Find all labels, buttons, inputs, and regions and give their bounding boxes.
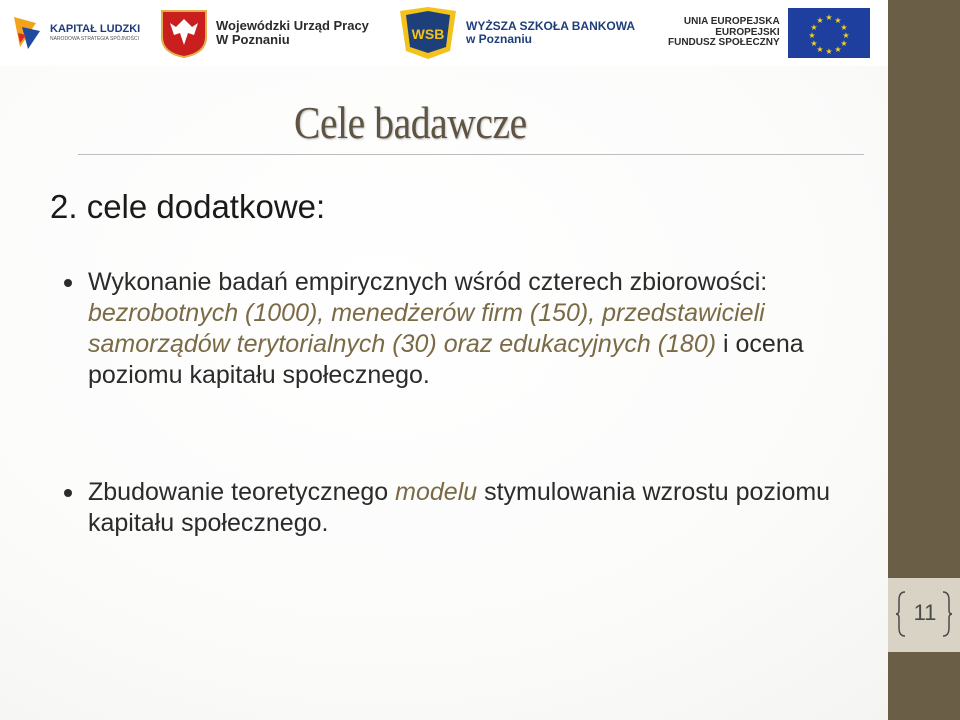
bullet-2-highlight: modelu	[395, 478, 478, 506]
eu-flag-icon	[788, 8, 870, 58]
svg-text:★: ★	[816, 16, 824, 25]
bullet-2-text: Zbudowanie teoretycznego	[88, 478, 396, 506]
svg-text:★: ★	[834, 45, 842, 54]
bullet-2-tail: stymulowania wzrostu poziomu kapitału społecznego.	[88, 478, 831, 537]
eu-line3: FUNDUSZ SPOŁECZNY	[668, 37, 780, 49]
slide-number: 11	[913, 600, 937, 625]
svg-text:★: ★	[808, 31, 816, 40]
bullet-item-1	[88, 267, 878, 391]
wup-line2: W Poznaniu	[216, 32, 290, 47]
wsb-line1: WYŻSZA SZKOŁA BANKOWA	[466, 19, 636, 34]
bullet-dot-icon	[64, 279, 72, 287]
svg-text:★: ★	[842, 31, 850, 40]
wsb-line2: w Poznaniu	[466, 32, 532, 46]
slide-title: Cele badawcze	[294, 97, 527, 148]
eu-logo	[668, 8, 870, 58]
slide-subtitle: 2. cele dodatkowe:	[50, 188, 326, 225]
bullet-1-tail: i ocena poziomu kapitału społecznego.	[88, 330, 804, 389]
wup-line1: Wojewódzki Urząd Pracy	[216, 18, 369, 34]
wsb-emblem-icon	[396, 5, 460, 61]
eu-line1: UNIA EUROPEJSKA	[683, 16, 780, 28]
svg-text:★: ★	[825, 47, 833, 56]
logo-bar	[0, 0, 888, 66]
kapital-ludzki-name: KAPITAŁ LUDZKI	[50, 23, 141, 36]
wsb-mark: WSB	[411, 26, 445, 42]
svg-text:★: ★	[834, 16, 842, 25]
title-divider	[78, 154, 864, 155]
svg-text:★: ★	[840, 39, 848, 48]
kapital-ludzki-logo	[10, 8, 140, 58]
bullet-item-2	[88, 477, 878, 539]
bullet-dot-icon	[64, 489, 72, 497]
svg-text:★: ★	[810, 23, 818, 32]
svg-text:★: ★	[840, 23, 848, 32]
eu-line2: EUROPEJSKI	[715, 26, 780, 38]
svg-text:★: ★	[810, 39, 818, 48]
eagle-crest-icon	[158, 7, 210, 59]
kapital-ludzki-icon	[10, 13, 44, 53]
svg-text:★: ★	[816, 45, 824, 54]
kapital-ludzki-sub: NARODOWA STRATEGIA SPÓJNOŚCI	[50, 35, 139, 42]
wup-logo	[158, 8, 369, 58]
bullet-1-text: Wykonanie badań empirycznych wśród czterech zbiorowości:	[88, 268, 768, 296]
bullet-1-highlight: bezrobotnych (1000), menedżerów firm (150), przedstawicieli samorządów terytorialnych (30) oraz edukacyjnych (180)	[88, 299, 765, 358]
wsb-logo	[396, 8, 635, 58]
svg-text:★: ★	[825, 13, 833, 22]
